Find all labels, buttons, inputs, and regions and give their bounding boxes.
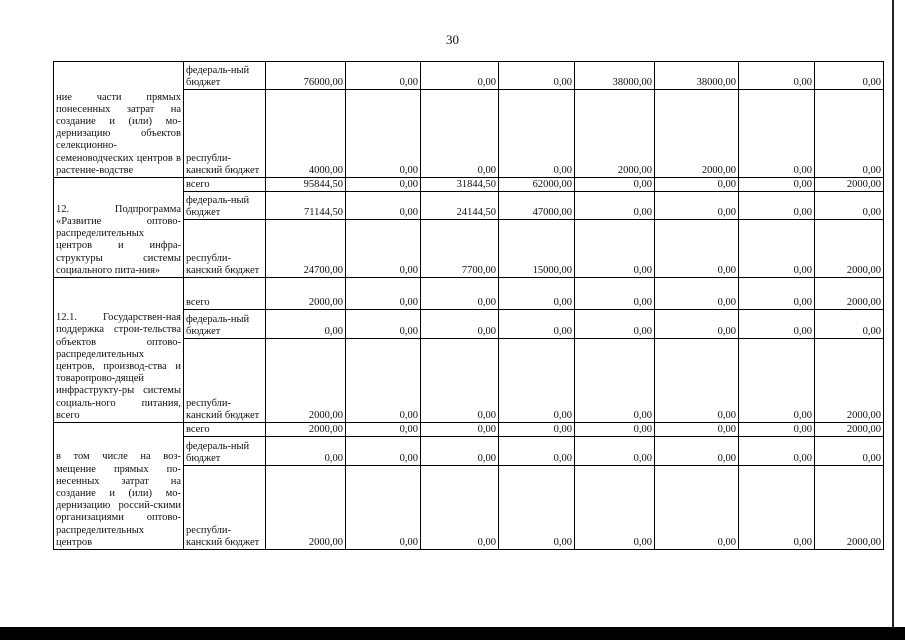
value-cell: 0,00	[346, 90, 421, 178]
value-cell: 0,00	[499, 62, 575, 90]
funding-source: федераль-ный бюджет	[184, 192, 266, 220]
value-cell: 0,00	[739, 178, 815, 192]
value-cell: 0,00	[421, 339, 499, 423]
value-cell: 2000,00	[815, 466, 884, 550]
value-cell: 47000,00	[499, 192, 575, 220]
value-cell: 0,00	[346, 192, 421, 220]
value-cell: 0,00	[655, 192, 739, 220]
value-cell: 0,00	[499, 423, 575, 437]
value-cell: 2000,00	[815, 278, 884, 310]
value-cell: 0,00	[346, 178, 421, 192]
value-cell: 0,00	[346, 220, 421, 278]
value-cell: 0,00	[739, 220, 815, 278]
value-cell: 0,00	[421, 278, 499, 310]
table-row	[54, 62, 884, 90]
value-cell: 0,00	[815, 62, 884, 90]
value-cell: 0,00	[655, 178, 739, 192]
table-row	[54, 278, 884, 310]
budget-table	[53, 61, 884, 550]
value-cell: 2000,00	[266, 466, 346, 550]
value-cell: 0,00	[346, 466, 421, 550]
value-cell: 0,00	[815, 437, 884, 466]
value-cell: 0,00	[266, 437, 346, 466]
value-cell: 2000,00	[815, 220, 884, 278]
value-cell: 24144,50	[421, 192, 499, 220]
value-cell: 0,00	[655, 466, 739, 550]
value-cell: 0,00	[655, 339, 739, 423]
value-cell: 7700,00	[421, 220, 499, 278]
value-cell: 2000,00	[266, 423, 346, 437]
value-cell: 0,00	[575, 278, 655, 310]
value-cell: 4000,00	[266, 90, 346, 178]
value-cell: 2000,00	[815, 178, 884, 192]
funding-source: всего	[184, 278, 266, 310]
value-cell: 2000,00	[815, 339, 884, 423]
value-cell: 62000,00	[499, 178, 575, 192]
page-number: 30	[446, 32, 459, 47]
value-cell: 0,00	[655, 220, 739, 278]
funding-source: республи-канский бюджет	[184, 220, 266, 278]
value-cell: 0,00	[739, 278, 815, 310]
row-description: ние части прямых понесенных затрат на создание и (или) мо-дернизацию объектов селекционно-семеноводческих центров в растение-водстве	[54, 62, 184, 178]
value-cell: 0,00	[815, 90, 884, 178]
value-cell: 71144,50	[266, 192, 346, 220]
scan-bottom-bar	[0, 627, 905, 640]
value-cell: 2000,00	[266, 278, 346, 310]
table-row	[54, 423, 884, 437]
value-cell: 0,00	[739, 90, 815, 178]
table-row	[54, 178, 884, 192]
value-cell: 2000,00	[655, 90, 739, 178]
funding-source: федераль-ный бюджет	[184, 62, 266, 90]
value-cell: 0,00	[739, 466, 815, 550]
value-cell: 0,00	[421, 90, 499, 178]
value-cell: 38000,00	[575, 62, 655, 90]
value-cell: 0,00	[421, 310, 499, 339]
value-cell: 0,00	[575, 437, 655, 466]
value-cell: 0,00	[655, 423, 739, 437]
value-cell: 15000,00	[499, 220, 575, 278]
funding-source: всего	[184, 178, 266, 192]
value-cell: 2000,00	[575, 90, 655, 178]
value-cell: 0,00	[346, 278, 421, 310]
row-description: 12.1. Государствен-ная поддержка строи-тельства объектов оптово-распределительных центров, производ-ства и товаропрово-дящей инфраструкту-ры системы социаль-ного питания, всего	[54, 278, 184, 423]
value-cell: 0,00	[739, 437, 815, 466]
value-cell: 0,00	[575, 466, 655, 550]
value-cell: 0,00	[346, 62, 421, 90]
scan-edge-line	[892, 0, 894, 640]
value-cell: 0,00	[575, 339, 655, 423]
value-cell: 2000,00	[815, 423, 884, 437]
value-cell: 76000,00	[266, 62, 346, 90]
funding-source: республи-канский бюджет	[184, 466, 266, 550]
value-cell: 0,00	[739, 62, 815, 90]
funding-source: федераль-ный бюджет	[184, 310, 266, 339]
row-description: 12. Подпрограмма «Развитие оптово-распределительных центров и инфра-структуры системы социального пита-ния»	[54, 178, 184, 278]
value-cell: 95844,50	[266, 178, 346, 192]
value-cell: 0,00	[575, 220, 655, 278]
value-cell: 0,00	[421, 62, 499, 90]
value-cell: 0,00	[346, 339, 421, 423]
value-cell: 0,00	[739, 310, 815, 339]
value-cell: 0,00	[575, 178, 655, 192]
value-cell: 0,00	[815, 310, 884, 339]
funding-source: республи-канский бюджет	[184, 339, 266, 423]
value-cell: 0,00	[499, 310, 575, 339]
value-cell: 0,00	[499, 278, 575, 310]
value-cell: 31844,50	[421, 178, 499, 192]
value-cell: 38000,00	[655, 62, 739, 90]
value-cell: 0,00	[655, 437, 739, 466]
funding-source: всего	[184, 423, 266, 437]
value-cell: 0,00	[421, 437, 499, 466]
value-cell: 0,00	[346, 423, 421, 437]
value-cell: 0,00	[499, 90, 575, 178]
funding-source: федераль-ный бюджет	[184, 437, 266, 466]
value-cell: 0,00	[266, 310, 346, 339]
value-cell: 0,00	[421, 466, 499, 550]
value-cell: 0,00	[575, 192, 655, 220]
value-cell: 0,00	[815, 192, 884, 220]
value-cell: 0,00	[421, 423, 499, 437]
value-cell: 0,00	[655, 278, 739, 310]
value-cell: 2000,00	[266, 339, 346, 423]
value-cell: 0,00	[739, 423, 815, 437]
value-cell: 24700,00	[266, 220, 346, 278]
value-cell: 0,00	[739, 339, 815, 423]
value-cell: 0,00	[499, 339, 575, 423]
value-cell: 0,00	[575, 310, 655, 339]
value-cell: 0,00	[346, 310, 421, 339]
funding-source: республи-канский бюджет	[184, 90, 266, 178]
row-description: в том числе на воз-мещение прямых по-несенных затрат на создание и (или) мо-дернизацию россий-скими организациями оптово-распределительных центров	[54, 423, 184, 550]
value-cell: 0,00	[499, 437, 575, 466]
value-cell: 0,00	[346, 437, 421, 466]
value-cell: 0,00	[655, 310, 739, 339]
value-cell: 0,00	[575, 423, 655, 437]
value-cell: 0,00	[739, 192, 815, 220]
value-cell: 0,00	[499, 466, 575, 550]
